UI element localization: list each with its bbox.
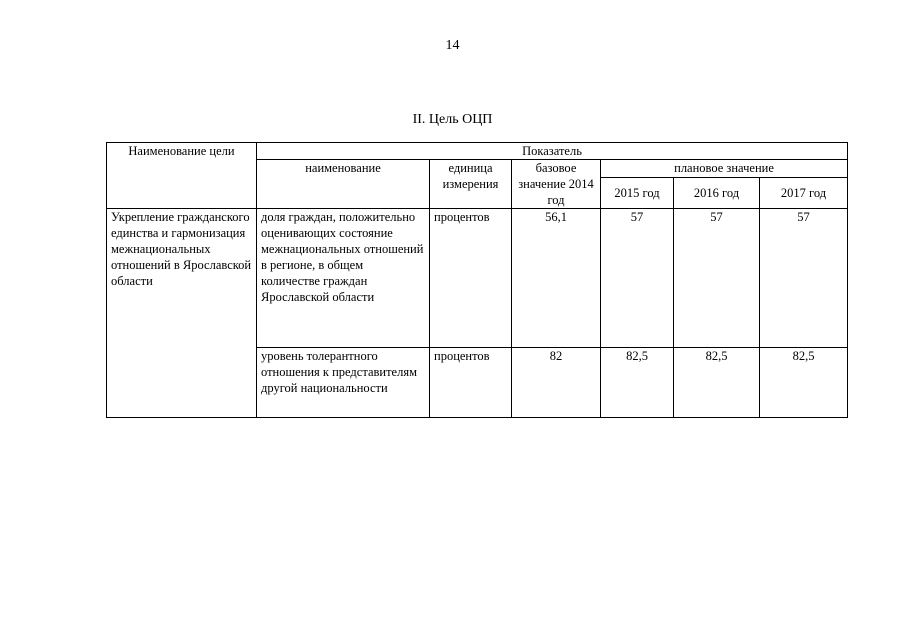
- header-unit: единица измерения: [430, 160, 512, 209]
- header-year-2017: 2017 год: [760, 178, 848, 209]
- indicator-name-cell: доля граждан, положительно оценивающих состояние межнациональных отношений в регионе, в общем количестве граждан Ярославской области: [257, 209, 430, 348]
- header-year-2015: 2015 год: [601, 178, 674, 209]
- header-base-value: базовое значение 2014 год: [512, 160, 601, 209]
- value-2016-cell: 82,5: [674, 348, 760, 418]
- unit-cell: процентов: [430, 348, 512, 418]
- value-2017-cell: 57: [760, 209, 848, 348]
- indicator-name-cell: уровень толерантного отношения к представителям другой национальности: [257, 348, 430, 418]
- header-indicator: Показатель: [257, 143, 848, 160]
- header-name: наименование: [257, 160, 430, 209]
- unit-cell: процентов: [430, 209, 512, 348]
- header-goal-name: Наименование цели: [107, 143, 257, 209]
- header-planned-value: плановое значение: [601, 160, 848, 178]
- section-title: II. Цель ОЦП: [412, 112, 493, 127]
- value-2016-cell: 57: [674, 209, 760, 348]
- header-year-2016: 2016 год: [674, 178, 760, 209]
- goal-cell: Укрепление гражданского единства и гармонизация межнациональных отношений в Ярославской области: [107, 209, 257, 418]
- base-value-cell: 56,1: [512, 209, 601, 348]
- table-row: [107, 209, 848, 348]
- header-row-1: [107, 143, 848, 160]
- value-2017-cell: 82,5: [760, 348, 848, 418]
- value-2015-cell: 57: [601, 209, 674, 348]
- value-2015-cell: 82,5: [601, 348, 674, 418]
- page-number: 14: [445, 38, 460, 53]
- base-value-cell: 82: [512, 348, 601, 418]
- goal-indicator-table: [106, 142, 848, 418]
